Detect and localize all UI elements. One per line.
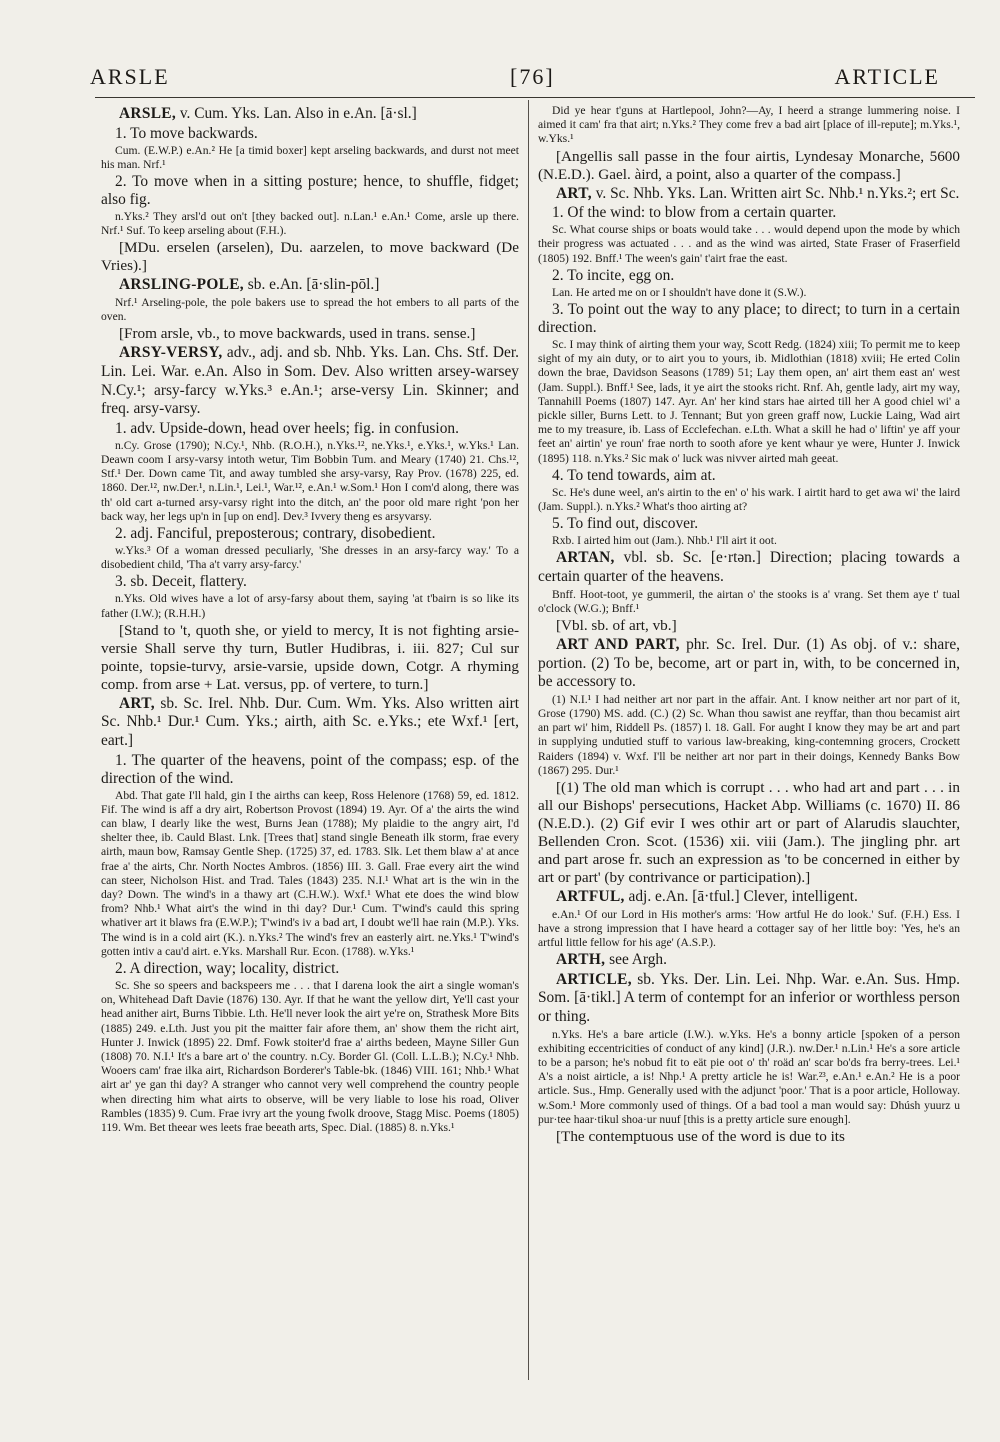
citation-block: Cum. (E.W.P.) e.An.² He [a timid boxer] kept arseling backwards, and durst not meet his man. Nrf.¹ (101, 143, 519, 171)
etymology-note: [The contemptuous use of the word is due to its (556, 1128, 845, 1146)
citation-block: n.Cy. Grose (1790); N.Cy.¹, Nhb. (R.O.H.), n.Yks.¹², ne.Yks.¹, e.Yks.¹, w.Yks.¹ Lan. Deawn coom I arsy-varsy intoth wetur, Tim Bobbin Tum. and Meary (1740) 21. Chs.¹², Stf.¹ Der. Down came Tit, and away tumbled she arsy-varsy, Ray Prov. (1678) 225, ed. 1860. Der.¹², nw.Der.¹, n.Lin.¹, Lei.¹, War.¹², e.An.¹ w.Som.¹ Hon I com'd along, there was th' old cart a-turned arsy-varsy right into the ditch, an' the poor old mare right 'pon her back way, her legs up'n in [up on end]. Dev.³ Ivvery theng es arsyvarsy. (101, 438, 519, 523)
etymology-note: [(1) The old man which is corrupt . . . who had art and part . . . in all our Bishops' persecutions, Hacket Abp. Williams (c. 1670) II. 86 (N.E.D.). (2) Gif evir I wes othir art or part of Alarudis slauchter, Bellenden Cron. Scot. (1536) xii. viii (Jam.). The jingling phr. art and part arose fr. such an expression as 'to be concerned in either by art or part' (by contrivance or participation).] (538, 779, 960, 887)
etymology-note: [Stand to 't, quoth she, or yield to mercy, It is not fighting arsie-versie Shall serve thy turn, Butler Hudibras, i. iii. 827; Cul sur pointe, topsie-turvy, arsie-varsie, upside down, Cotgr. A rhyming comp. from arse + Lat. versus, pp. of vertere, to turn.] (101, 621, 519, 693)
headword: ARSLING-POLE, (119, 276, 244, 294)
headword: ART, (556, 184, 592, 202)
sense-definition: 2. A direction, way; locality, district. (115, 960, 340, 978)
headword-grammar: see Argh. (605, 951, 667, 969)
entry-headword-line (538, 185, 960, 204)
entry-headword-line (101, 344, 519, 418)
entry-headword-line (101, 105, 519, 124)
etymology-note: [From arsle, vb., to move backwards, used in trans. sense.] (119, 325, 476, 343)
headword: ARSY-VERSY, (119, 344, 223, 362)
sense-definition: 1. adv. Upside-down, head over heels; fig. in confusion. (115, 419, 459, 437)
headword-grammar: adj. e.An. [ā·tful.] Clever, intelligent. (624, 888, 858, 906)
entry-headword-line (538, 636, 960, 692)
headword-grammar: sb. Sc. Irel. Nhb. Dur. Cum. Wm. Yks. Also written airt Sc. Nhb.¹ Dur.¹ Cum. Yks.; airth, aith Sc. e.Yks.; ete Wxf.¹ [ert, eart.] (101, 694, 519, 749)
sense-definition: 3. sb. Deceit, flattery. (115, 573, 247, 591)
etymology-note: [MDu. erselen (arselen), Du. aarzelen, to move backward (De Vries).] (101, 239, 519, 275)
headword: ARTFUL, (556, 888, 625, 906)
entry-headword-line (538, 888, 960, 907)
headword: ARSLE, (119, 105, 176, 122)
headword: ARTICLE, (556, 970, 632, 988)
headword-grammar: phr. Sc. Irel. Dur. (1) As obj. of v.: share, portion. (2) To be, become, art or part in, with, to be concerned in, be accessory to. (538, 636, 960, 691)
headword: ARTAN, (556, 549, 615, 567)
entry-headword-line (538, 951, 960, 970)
sense-definition: 4. To tend towards, aim at. (552, 466, 716, 484)
headword: ART AND PART, (556, 636, 680, 654)
entry-headword-line (101, 695, 519, 751)
citation-block: Abd. That gate I'll hald, gin I the airths can keep, Ross Helenore (1768) 59, ed. 1812. Fif. The wind is aff a dry airt, Robertson Provost (1894) 19. Ayr. Of a' the airts the wind can blaw, I dearly like the west, Burns Jean (1788); My plaidie to the angry airt, I'd shelter thee, ib. Cauld Blast. Lnk. [Trees that] stand single Beneath ilk storm, frae every airth, maun bow, Ramsay Gentle Shep. (1725) 37, ed. 1783. Slk. Let them blaw a' at ance frae a' the airts, Chr. North Noctes Ambros. (1856) III. 3. Gall. Frae every airt the wind can steer, Nicholson Hist. and Trad. Tales (1843) 235. N.I.¹ What art is the win in the day? Down. The wind's in a thawy art (C.H.W.). Wxf.¹ What ete does the wind blow from? Nhb.¹ What airt's the wind in thi day? Dur.¹ Cum. T'wind's cauld this spring whativer art it blaws fra (E.W.P.); T'wind's iv a bad art, I doubt we'll hae rain (M.P.). Yks. The wind is in a cold airt (K.). n.Yks.² The wind's frev an easterly airt. ne.Yks.¹ T'wind's gotten intiv a cau'd airt. e.Yks. Marshall Rur. Econ. (1788). w.Yks.¹ (101, 788, 519, 958)
headword: ART, (119, 694, 155, 712)
headword-grammar: sb. e.An. [ā·slin-pōl.] (243, 276, 380, 294)
citation-block: e.An.¹ Of our Lord in His mother's arms: 'How artful He do look.' Suf. (F.H.) Ess. I have a strong impression that I have heard a cottager say of her little boy: 'Yes, he's an artful little fellow for his age' (A.S.P.). (538, 907, 960, 950)
sense-definition: 5. To find out, discover. (552, 515, 699, 533)
headword-grammar: adv., adj. and sb. Nhb. Yks. Lan. Chs. Stf. Der. Lin. Lei. War. e.An. Also in Som. Dev. Also written arsey-warsey N.Cy.¹; arsy-farcy w.Yks.³ e.An.¹; arse-versy Lin. Skinner; and freq. arsy-varsy. (101, 344, 519, 418)
sense-definition: 1. To move backwards. (115, 124, 258, 142)
citation-block: Sc. What course ships or boats would take . . . would depend upon the mode by which their progress was actuated . . . and as the wind was airted, State Fraser of Fraserfield (1805) 192. Bnff.¹ The ween's gain' t'airt frae the east. (538, 223, 960, 265)
etymology-note: [Angellis sall passe in the four airtis, Lyndesay Monarche, 5600 (N.E.D.). Gael. àird, a point, also a quarter of the compass.] (538, 147, 960, 183)
column-divider (528, 100, 529, 1380)
headword-grammar: sb. Yks. Der. Lin. Lei. Nhp. War. e.An. Sus. Hmp. Som. [ā·tikl.] A term of contempt for an inferior or worthless person or thing. (538, 970, 960, 1026)
entry-headword-line (538, 549, 960, 586)
sense-definition: 2. To incite, egg on. (552, 266, 675, 284)
sense-definition: 2. To move when in a sitting posture; hence, to shuffle, fidget; also fig. (101, 173, 519, 208)
citation-block: (1) N.I.¹ I had neither art nor part in the affair. Ant. I know neither art nor part of it, Grose (1790) MS. add. (C.) (2) Sc. Whan thou sawist ane reyffar, than thou becamist airt an part wi' him, Riddell Ps. (1857) l. 18. Gall. For aught I know they may be art and part in supplying undutied stuff to various law-breaking, king-contemning grocers, Crockett Raiders (1894) v. Wxf. I'll be neither art nor part in their doings, Kennedy Banks Bow (1867) 295. Dur.¹ (538, 692, 960, 777)
header-right-guideword: ARTICLE (834, 64, 940, 89)
citation-block: Sc. He's dune weel, an's airtin to the en' o' his wark. I airtit hard to get awa wi' the laird (Jam. Suppl.). n.Yks.² What's thoo airting at? (538, 485, 960, 514)
citation-block: Lan. He arted me on or I shouldn't have done it (S.W.). (552, 285, 807, 299)
header-left-guideword: ARSLE (90, 64, 170, 89)
citation-block: Nrf.¹ Arseling-pole, the pole bakers use to spread the hot embers to all parts of the oven. (101, 296, 519, 324)
citation-block: n.Yks. He's a bare article (I.W.). w.Yks. He's a bonny article [spoken of a person exhibiting eccentricities of conduct of any kind] (J.R.). nw.Der.¹ n.Lin.¹ He's a sore article to be a parson; he's nobud fit to eät pie oot o' th' roäd an' scar bo'ds fra berry-trees. Lei.¹ A's a noist airticle, a is! Nhp.¹ A pretty article he is! War.²³, e.An.¹ e.An.² He is a poor article. Sus., Hmp. Generally used with the adjunct 'poor.' That is a poor article, Holloway. w.Som.¹ More commonly used of things. Of a bad tool a man would say: Dhúsh yuurz u pur·tee haar·tikul shoa·ur nuuf [this is a pretty article sure enough]. (538, 1027, 960, 1126)
running-header (70, 60, 970, 96)
headword: ARTH, (556, 951, 606, 969)
left-column (101, 104, 519, 1394)
entry-headword-line (538, 971, 960, 1027)
headword-grammar: v. Cum. Yks. Lan. Also in e.An. [ā·sl.] (175, 105, 417, 122)
sense-definition: 3. To point out the way to any place; to direct; to turn in a certain direction. (538, 301, 960, 337)
citation-block: w.Yks.³ Of a woman dressed peculiarly, 'She dresses in an arsy-farcy way.' To a disobedient child, 'Tha a't varry arsy-farcy.' (101, 544, 519, 572)
sense-definition: 1. The quarter of the heavens, point of the compass; esp. of the direction of the wind. (101, 751, 519, 787)
etymology-note: [Vbl. sb. of art, vb.] (556, 617, 677, 635)
citation-block: Rxb. I airted him out (Jam.). Nhb.¹ I'll airt it oot. (552, 534, 777, 548)
citation-block: Sc. She so speers and backspeers me . . . that I darena look the airt a single woman's on, Whitehead Daft Davie (1876) 130. Ayr. If that he want the yellow dirt, Ye'll cast your head anither airt, Burns Tibbie. Lth. He'll never look the airt ye're on, Strathesk More Bits (1885) 249. e.Lth. Just you pit the maitter fair afore them, an' show them the richt airt, Hunter J. Inwick (1895) 22. Dmf. Fowk stoiter'd frae a' airths bedeen, Mayne Siller Gun (1808) 70. N.I.¹ It's a bare art o' the country. n.Cy. Border Gl. (Coll. L.L.B.); N.Cy.¹ Nhb. Wooers cam' frae ilka airt, Richardson Borderer's Table-bk. (1846) VIII. 161; Nhb.¹ What airt ar' ye gan thi day? A stranger who cannot very well comprehend the country people when directing him what airts to observe, will be very liable to lose his road, Oliver Rambles (1835) 9. Cum. Frae ivry art the young fwolk droove, Stagg Misc. Poems (1805) 119. Wm. Bet theear wes leets frae beeath arts, Spec. Dial. (1885) 8. n.Yks.¹ (101, 979, 519, 1135)
citation-block: n.Yks.² They arsl'd out on't [they backed out]. n.Lan.¹ e.An.¹ Come, arsle up there. Nrf.¹ Suf. To keep arseling about (F.H.). (101, 210, 519, 238)
page-number: [76] (510, 64, 555, 89)
citation-block: Sc. I may think of airting them your way, Scott Redg. (1824) xiii; To permit me to keep sight of my ain duty, or to airt you to yours, ib. Midlothian (1818) xviii; He erted Colin down the brae, Davidson Seasons (1789) 51; Lay them open, an' airt them east an' west (Jam. Suppl.). Bnff.¹ See, lads, it ye airt the stooks richt. Rnf. Ah, gentle lady, airt my way, Tannahill Poems (1807) 147. Ayr. An' her kind stars hae airted till her A good chiel wi' a pickle siller, Burns Lett. to J. Tennant; But yon green graff now, Luckie Laing, Wad airt me to my treasure, ib. Lass of Ecclefechan. e.Lth. What a skill he had o' liftin' ye aff your feet an' airtin' ye roun' frae north to sooth afore ye kent whaur ye were, Hunter J. Inwick (1895) 118. n.Yks.² Sic mak o' luck was nivver airted mah geeat. (538, 338, 960, 465)
citation-block: n.Yks. Old wives have a lot of arsy-farsy about them, saying 'at t'bairn is so like its father (I.W.); (R.H.H.) (101, 592, 519, 620)
entry-headword-line (101, 276, 519, 295)
sense-definition: 1. Of the wind: to blow from a certain quarter. (552, 204, 837, 222)
header-rule (95, 97, 975, 98)
citation-block: Did ye hear t'guns at Hartlepool, John?—Ay, I heerd a strange lummering noise. I aimed it cam' fra that airt; n.Yks.² They come frev a bad airt [place of ill-repute]; m.Yks.¹, w.Yks.¹ (538, 104, 960, 146)
headword-grammar: vbl. sb. Sc. [e·rtən.] Direction; placing towards a certain quarter of the heavens. (538, 549, 960, 586)
headword-grammar: v. Sc. Nhb. Yks. Lan. Written airt Sc. Nhb.¹ n.Yks.²; ert Sc. (591, 184, 960, 202)
right-column (538, 104, 960, 1394)
sense-definition: 2. adj. Fanciful, preposterous; contrary, disobedient. (115, 525, 436, 542)
citation-block: Bnff. Hoot-toot, ye gummeril, the airtan o' the stooks is a' vrang. Set them aye t' tual o'clock (W.G.); Bnff.¹ (538, 587, 960, 615)
